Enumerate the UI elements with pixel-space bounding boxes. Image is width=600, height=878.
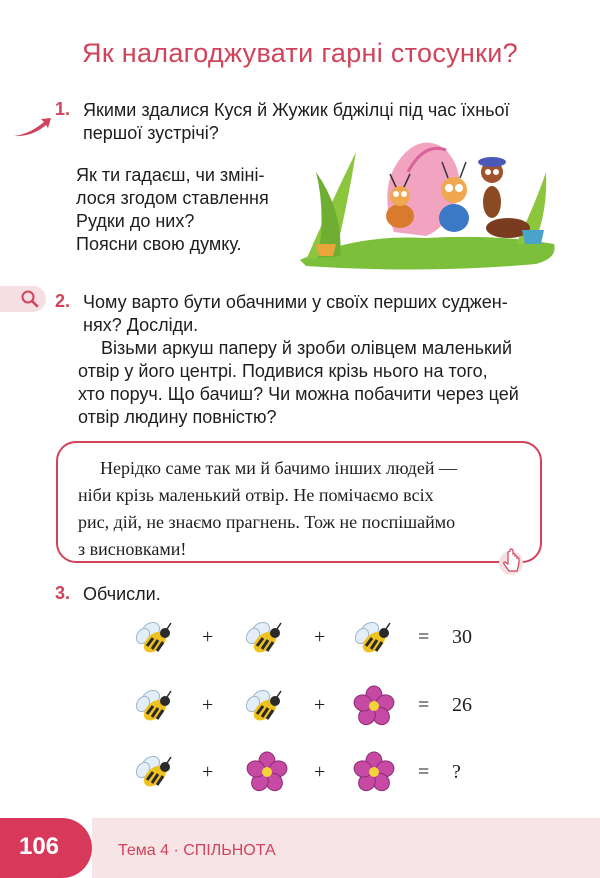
row-result: 30: [452, 626, 472, 648]
flower-icon: [352, 684, 396, 733]
question-3-text: Обчисли.: [83, 584, 161, 604]
plus-sign: +: [314, 626, 326, 648]
equals-sign: =: [418, 626, 430, 648]
note-line: з висновками!: [78, 539, 187, 559]
question-3-number: 3.: [55, 583, 71, 603]
question-1-number: 1.: [55, 99, 71, 119]
question-2-body-line: отвір у його центрі. Подивися крізь нього на того,: [78, 361, 488, 381]
page-number: 106: [18, 833, 60, 860]
question-1-line: Якими здалися Куся й Жужик бджілці під час їхньої: [83, 100, 510, 120]
pointing-hand-icon: [496, 546, 526, 576]
question-2-body: [78, 337, 548, 429]
row-result: ?: [452, 761, 461, 783]
plus-sign: +: [202, 761, 214, 783]
equals-sign: =: [418, 694, 430, 716]
question-1-subtext: [76, 164, 306, 256]
question-1-sub-line: Поясни свою думку.: [76, 234, 242, 254]
characters-illustration: [296, 132, 558, 272]
topic-name: СПІЛЬНОТА: [183, 842, 276, 859]
page-title: Як налагоджувати гарні стосунки?: [82, 38, 518, 68]
note-line: Нерідко саме так ми й бачимо інших людей —: [100, 458, 457, 478]
question-2-body-line: хто поруч. Що бачиш? Чи можна побачити через цей: [78, 384, 519, 404]
question-1-line: першої зустрічі?: [83, 123, 219, 143]
question-1-sub-line: Рудки до них?: [76, 211, 195, 231]
question-2-line: нях? Досліди.: [83, 315, 199, 335]
question-2-body-line: отвір людину повністю?: [78, 407, 277, 427]
equals-sign: =: [418, 761, 430, 783]
topic-label: [118, 842, 276, 860]
plus-sign: +: [202, 626, 214, 648]
question-1-sub-line: лося згодом ставлення: [76, 188, 269, 208]
question-2-text: [83, 291, 553, 337]
note-line: ніби крізь маленький отвір. Не помічаємо всіх: [78, 485, 434, 505]
flower-icon: [352, 750, 396, 799]
flower-icon: [245, 750, 289, 799]
bee-icon: [133, 684, 177, 733]
pointer-arrow-icon: [12, 116, 52, 140]
topic-prefix: Тема 4 ·: [118, 842, 184, 859]
plus-sign: +: [314, 694, 326, 716]
row-result: 26: [452, 694, 472, 716]
note-line: рис, дій, не знаємо прагнень. Тож не поспішаймо: [78, 512, 456, 532]
note-text: [78, 455, 526, 563]
question-2-number: 2.: [55, 291, 71, 311]
magnifier-icon: [20, 289, 40, 309]
bee-icon: [243, 684, 287, 733]
question-2-line: Чому варто бути обачними у своїх перших суджен-: [83, 292, 508, 312]
bee-icon: [133, 750, 177, 799]
bee-icon: [243, 616, 287, 665]
question-2-body-line: Візьми аркуш паперу й зроби олівцем маленький: [101, 338, 513, 358]
question-1-sub-line: Як ти гадаєш, чи змінi-: [76, 165, 265, 185]
plus-sign: +: [314, 761, 326, 783]
bee-icon: [352, 616, 396, 665]
bee-icon: [133, 616, 177, 665]
plus-sign: +: [202, 694, 214, 716]
